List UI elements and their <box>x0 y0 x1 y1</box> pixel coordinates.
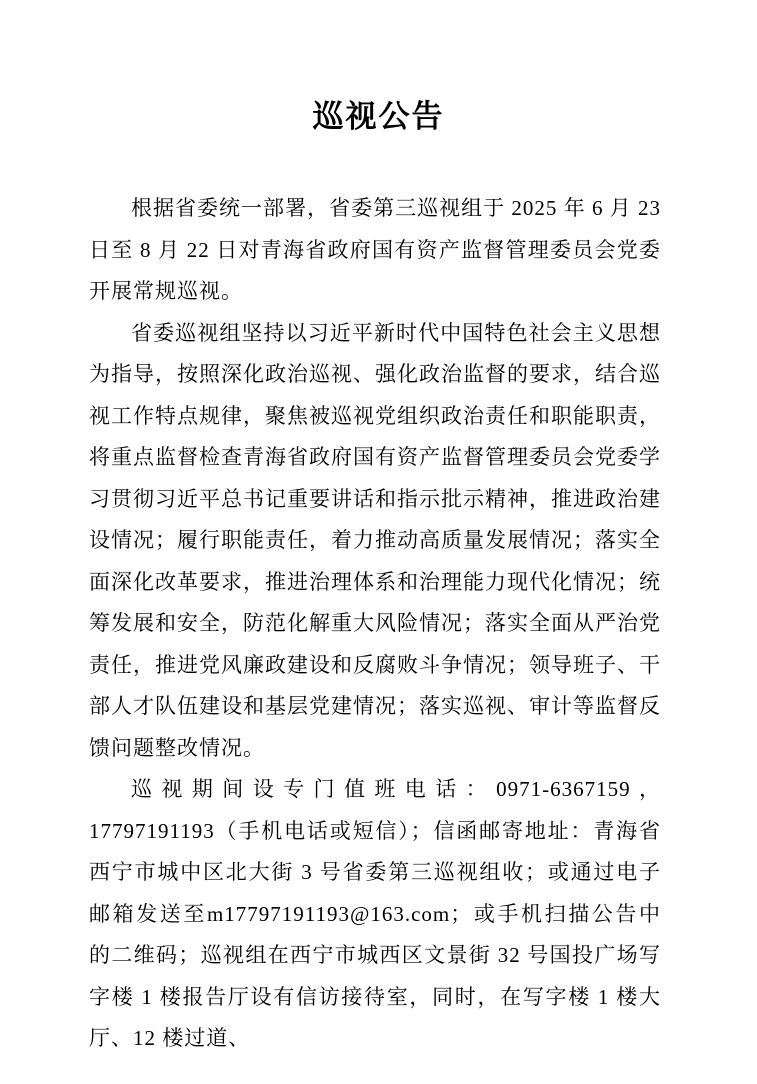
notice-body <box>89 188 661 1060</box>
notice-paragraph-contact: 巡视期间设专门值班电话：0971-6367159，17797191193（手机电话或短信）；信函邮寄地址：青海省西宁市城中区北大街 3 号省委第三巡视组收；或通过电子邮箱发送至m17797191193@163.com；或手机扫描公告中的二维码；巡视组在西宁市城西区文景街 32 号国投广场写字楼 1 楼报告厅设有信访接待室，同时，在写字楼 1 楼大厅、12 楼过道、 <box>89 777 661 1050</box>
notice-paragraph-scope: 省委巡视组坚持以习近平新时代中国特色社会主义思想为指导，按照深化政治巡视、强化政治监督的要求，结合巡视工作特点规律，聚焦被巡视党组织政治责任和职能职责，将重点监督检查青海省政府国有资产监督管理委员会党委学习贯彻习近平总书记重要讲话和指示批示精神，推进政治建设情况；履行职能责任，着力推动高质量发展情况；落实全面深化改革要求，推进治理体系和治理能力现代化情况；统筹发展和安全，防范化解重大风险情况；落实全面从严治党责任，推进党风廉政建设和反腐败斗争情况；领导班子、干部人才队伍建设和基层党建情况；落实巡视、审计等监督反馈问题整改情况。 <box>89 320 661 760</box>
notice-paragraph-schedule: 根据省委统一部署，省委第三巡视组于 2025 年 6 月 23 日至 8 月 22 日对青海省政府国有资产监督管理委员会党委开展常规巡视。 <box>89 196 661 303</box>
page-title: 巡视公告 <box>312 99 445 134</box>
